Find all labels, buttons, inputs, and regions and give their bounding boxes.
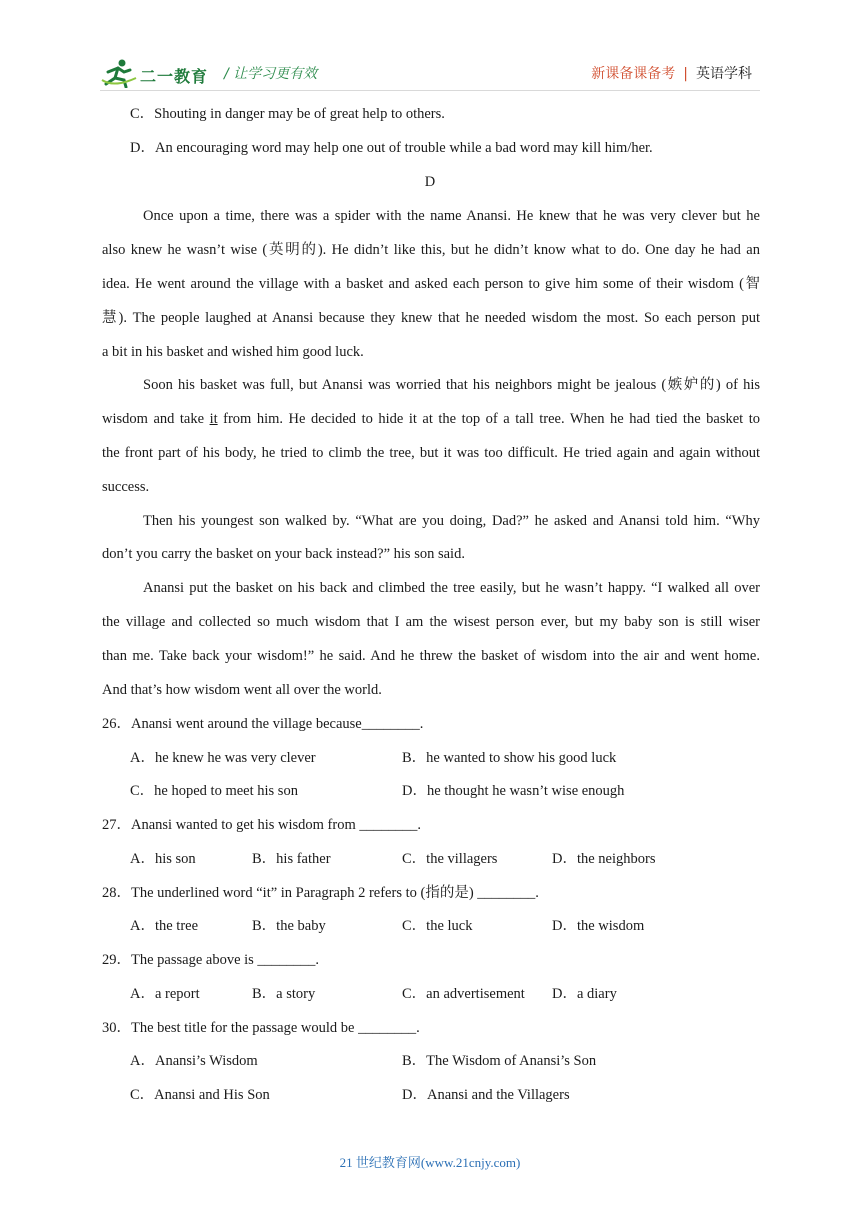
option-28-c: C．the luck bbox=[402, 918, 473, 934]
passage-line: Then his youngest son walked by. “What are you doing, Dad?” he asked and Anansi told him. “Why bbox=[143, 513, 760, 529]
section-label: D bbox=[424, 174, 436, 190]
option-28-a: A．the tree bbox=[130, 918, 199, 934]
page-footer: 21 世纪教育网(www.21cnjy.com) bbox=[339, 1155, 521, 1170]
option-29-b: B．a story bbox=[252, 986, 316, 1002]
passage-line: And that’s how wisdom went all over the world. bbox=[102, 682, 382, 698]
passage-line: also knew he wasn’t wise (英明的). He didn’t like this, but he didn’t know what to do. One day he had an bbox=[102, 242, 760, 258]
option-30-c: C．Anansi and His Son bbox=[130, 1087, 270, 1103]
option-26-a: A．he knew he was very clever bbox=[130, 750, 316, 766]
option-30-a: A．Anansi’s Wisdom bbox=[130, 1053, 258, 1069]
option-27-a: A．his son bbox=[130, 851, 196, 867]
passage-line: Anansi put the basket on his back and climbed the tree easily, but he wasn’t happy. “I walked all over bbox=[143, 580, 760, 596]
passage-line: 慧). The people laughed at Anansi because they knew that he needed wisdom the most. So each person put bbox=[102, 310, 760, 326]
option-29-c: C．an advertisement bbox=[402, 986, 525, 1002]
passage-line: idea. He went around the village with a basket and asked each person to give him some of their wisdom (智 bbox=[102, 276, 760, 292]
passage-text: wisdom and take bbox=[102, 411, 210, 427]
logo-text: 二一教育 bbox=[140, 67, 209, 86]
question-28: 28．The underlined word “it” in Paragraph 2 refers to (指的是) ________. bbox=[102, 885, 539, 901]
subject-label: 英语学科 bbox=[696, 66, 752, 82]
course-title: 新课备课备考 bbox=[591, 66, 676, 82]
passage-line: the front part of his body, he tried to climb the tree, but it was too difficult. He tried again and again without bbox=[102, 445, 760, 461]
page-header bbox=[100, 54, 760, 90]
option-27-b: B．his father bbox=[252, 851, 331, 867]
logo bbox=[100, 58, 210, 88]
header-divider bbox=[100, 90, 760, 91]
prev-option-c: C．Shouting in danger may be of great help to others. bbox=[130, 106, 445, 122]
option-30-d: D．Anansi and the Villagers bbox=[402, 1087, 570, 1103]
passage-line: Once upon a time, there was a spider with the name Anansi. He knew that he was very clever but he bbox=[143, 208, 760, 224]
passage-text: from him. He decided to hide it at the top of a tall tree. When he had tied the basket to bbox=[217, 411, 760, 427]
option-28-b: B．the baby bbox=[252, 918, 326, 934]
underlined-word: it bbox=[209, 411, 218, 427]
question-26: 26．Anansi went around the village because________. bbox=[102, 716, 424, 732]
header-separator: | bbox=[683, 66, 688, 82]
question-30: 30．The best title for the passage would be ________. bbox=[102, 1020, 420, 1036]
option-26-c: C．he hoped to meet his son bbox=[130, 783, 298, 799]
option-28-d: D．the wisdom bbox=[552, 918, 645, 934]
passage-line: than me. Take back your wisdom!” he said. And he threw the basket of wisdom into the air and went home. bbox=[102, 648, 760, 664]
question-29: 29．The passage above is ________. bbox=[102, 952, 320, 968]
option-29-d: D．a diary bbox=[552, 986, 617, 1002]
passage-line bbox=[102, 409, 760, 429]
option-27-d: D．the neighbors bbox=[552, 851, 656, 867]
option-26-b: B．he wanted to show his good luck bbox=[402, 750, 617, 766]
option-27-c: C．the villagers bbox=[402, 851, 498, 867]
header-right bbox=[591, 63, 752, 83]
question-27: 27．Anansi wanted to get his wisdom from ________. bbox=[102, 817, 421, 833]
passage-line: don’t you carry the basket on your back instead?” his son said. bbox=[102, 546, 465, 562]
prev-option-d: D．An encouraging word may help one out of trouble while a bad word may kill him/her. bbox=[130, 140, 653, 156]
passage-line: success. bbox=[102, 479, 150, 495]
passage-line: the village and collected so much wisdom that I am the wisest person ever, but my baby son is still wiser bbox=[102, 614, 760, 630]
slogan: / 让学习更有效 bbox=[224, 66, 318, 82]
option-29-a: A．a report bbox=[130, 986, 200, 1002]
option-26-d: D．he thought he wasn’t wise enough bbox=[402, 783, 625, 799]
option-30-b: B．The Wisdom of Anansi’s Son bbox=[402, 1053, 597, 1069]
runner-logo-icon bbox=[100, 58, 140, 88]
passage-line: Soon his basket was full, but Anansi was worried that his neighbors might be jealous (嫉妒的) of his bbox=[143, 377, 760, 393]
passage-line: a bit in his basket and wished him good luck. bbox=[102, 344, 364, 360]
